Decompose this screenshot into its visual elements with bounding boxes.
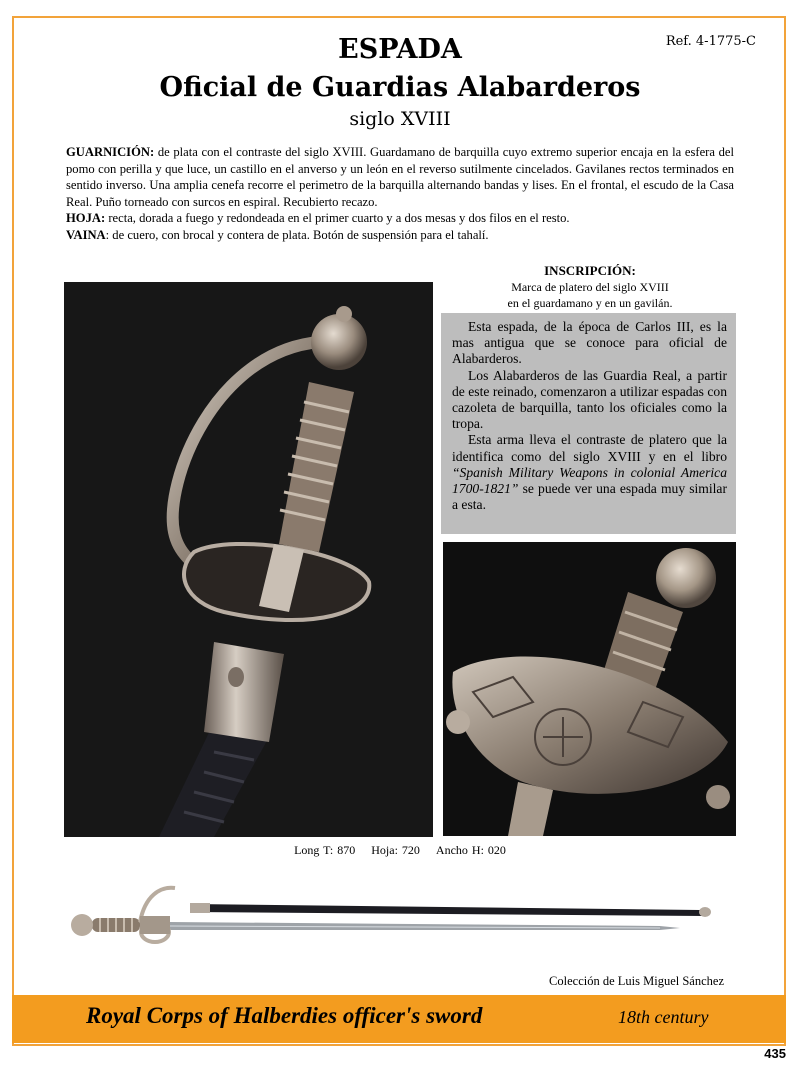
vaina-label: VAINA bbox=[66, 227, 106, 242]
description-block bbox=[66, 144, 734, 244]
note-p3-start: Esta arma lleva el contraste de platero que la identifica como del siglo XVIII y en el libro bbox=[452, 432, 727, 464]
page-subtitle: Oficial de Guardias Alabarderos bbox=[159, 72, 641, 103]
page-title: ESPADA bbox=[338, 34, 462, 65]
blade-length: Hoja: 720 bbox=[371, 843, 420, 857]
inscription-heading: INSCRIPCIÓN: bbox=[544, 263, 636, 278]
english-title: Royal Corps of Halberdies officer's sword bbox=[86, 1003, 483, 1028]
hoja-label: HOJA: bbox=[66, 211, 106, 226]
vaina-text: : de cuero, con brocal y contera de plata. Botón de suspensión para el tahalí. bbox=[105, 227, 489, 242]
book-title: “Spanish Military Weapons in colonial America 1700-1821” bbox=[452, 464, 727, 497]
inscription-block bbox=[440, 262, 740, 311]
hoja-paragraph bbox=[66, 210, 734, 227]
guarnicion-paragraph bbox=[66, 144, 734, 210]
collection-credit: Colección de Luis Miguel Sánchez bbox=[549, 974, 724, 988]
full-sword-illustration bbox=[60, 876, 730, 946]
vaina-paragraph bbox=[66, 227, 734, 244]
full-sword-photo bbox=[60, 876, 730, 946]
inscription-line-1: Marca de platero del siglo XVIII bbox=[511, 280, 669, 294]
inscription-line-2: en el guardamano y en un gavilán. bbox=[507, 296, 673, 310]
sword-hilt-illustration bbox=[64, 282, 433, 837]
hoja-text: recta, dorada a fuego y redondeada en el primer cuarto y a dos mesas y dos filos en el resto. bbox=[105, 211, 570, 226]
guard-detail-photo bbox=[443, 542, 736, 836]
note-paragraph-3 bbox=[452, 432, 727, 513]
note-paragraph-2: Los Alabarderos de las Guardia Real, a partir de este reinado, comenzaron a utilizar espadas con cazoleta de barquilla, tanto los oficiales como la tropa. bbox=[452, 367, 727, 432]
blade-width: Ancho H: 020 bbox=[435, 843, 506, 857]
historical-note bbox=[441, 313, 736, 534]
total-length: Long T: 870 bbox=[294, 843, 356, 857]
english-century: 18th century bbox=[618, 1007, 709, 1027]
guard-detail-illustration bbox=[443, 542, 736, 836]
century-label: siglo XVIII bbox=[349, 108, 451, 130]
reference-code: Ref. 4-1775-C bbox=[665, 34, 756, 49]
sword-hilt-photo bbox=[64, 282, 433, 837]
note-p3-end: se puede ver una espada muy similar a esta. bbox=[452, 481, 727, 513]
guarnicion-text: de plata con el contraste del siglo XVIII. Guardamano de barquilla cuyo extremo superior encaja en la esfera del pomo con perilla y que luce, un castillo en el anverso y un león en el reverso sutilmente cincelados. Gavilanes rectos terminados en sentido inverso. Una amplia cenefa recorre el perimetro de la barquilla alternando bandas y lises. En el frontal, el escudo de la Casa Real. Puño torneado con surcos en espiral. Recubierto recazo. bbox=[66, 145, 734, 209]
page-number: 435 bbox=[764, 1046, 786, 1061]
dimensions bbox=[0, 843, 800, 858]
note-paragraph-1: Esta espada, de la época de Carlos III, es la mas antigua que se conoce para oficial de Alabarderos. bbox=[452, 319, 727, 367]
guarnicion-label: GUARNICIÓN: bbox=[66, 145, 155, 159]
